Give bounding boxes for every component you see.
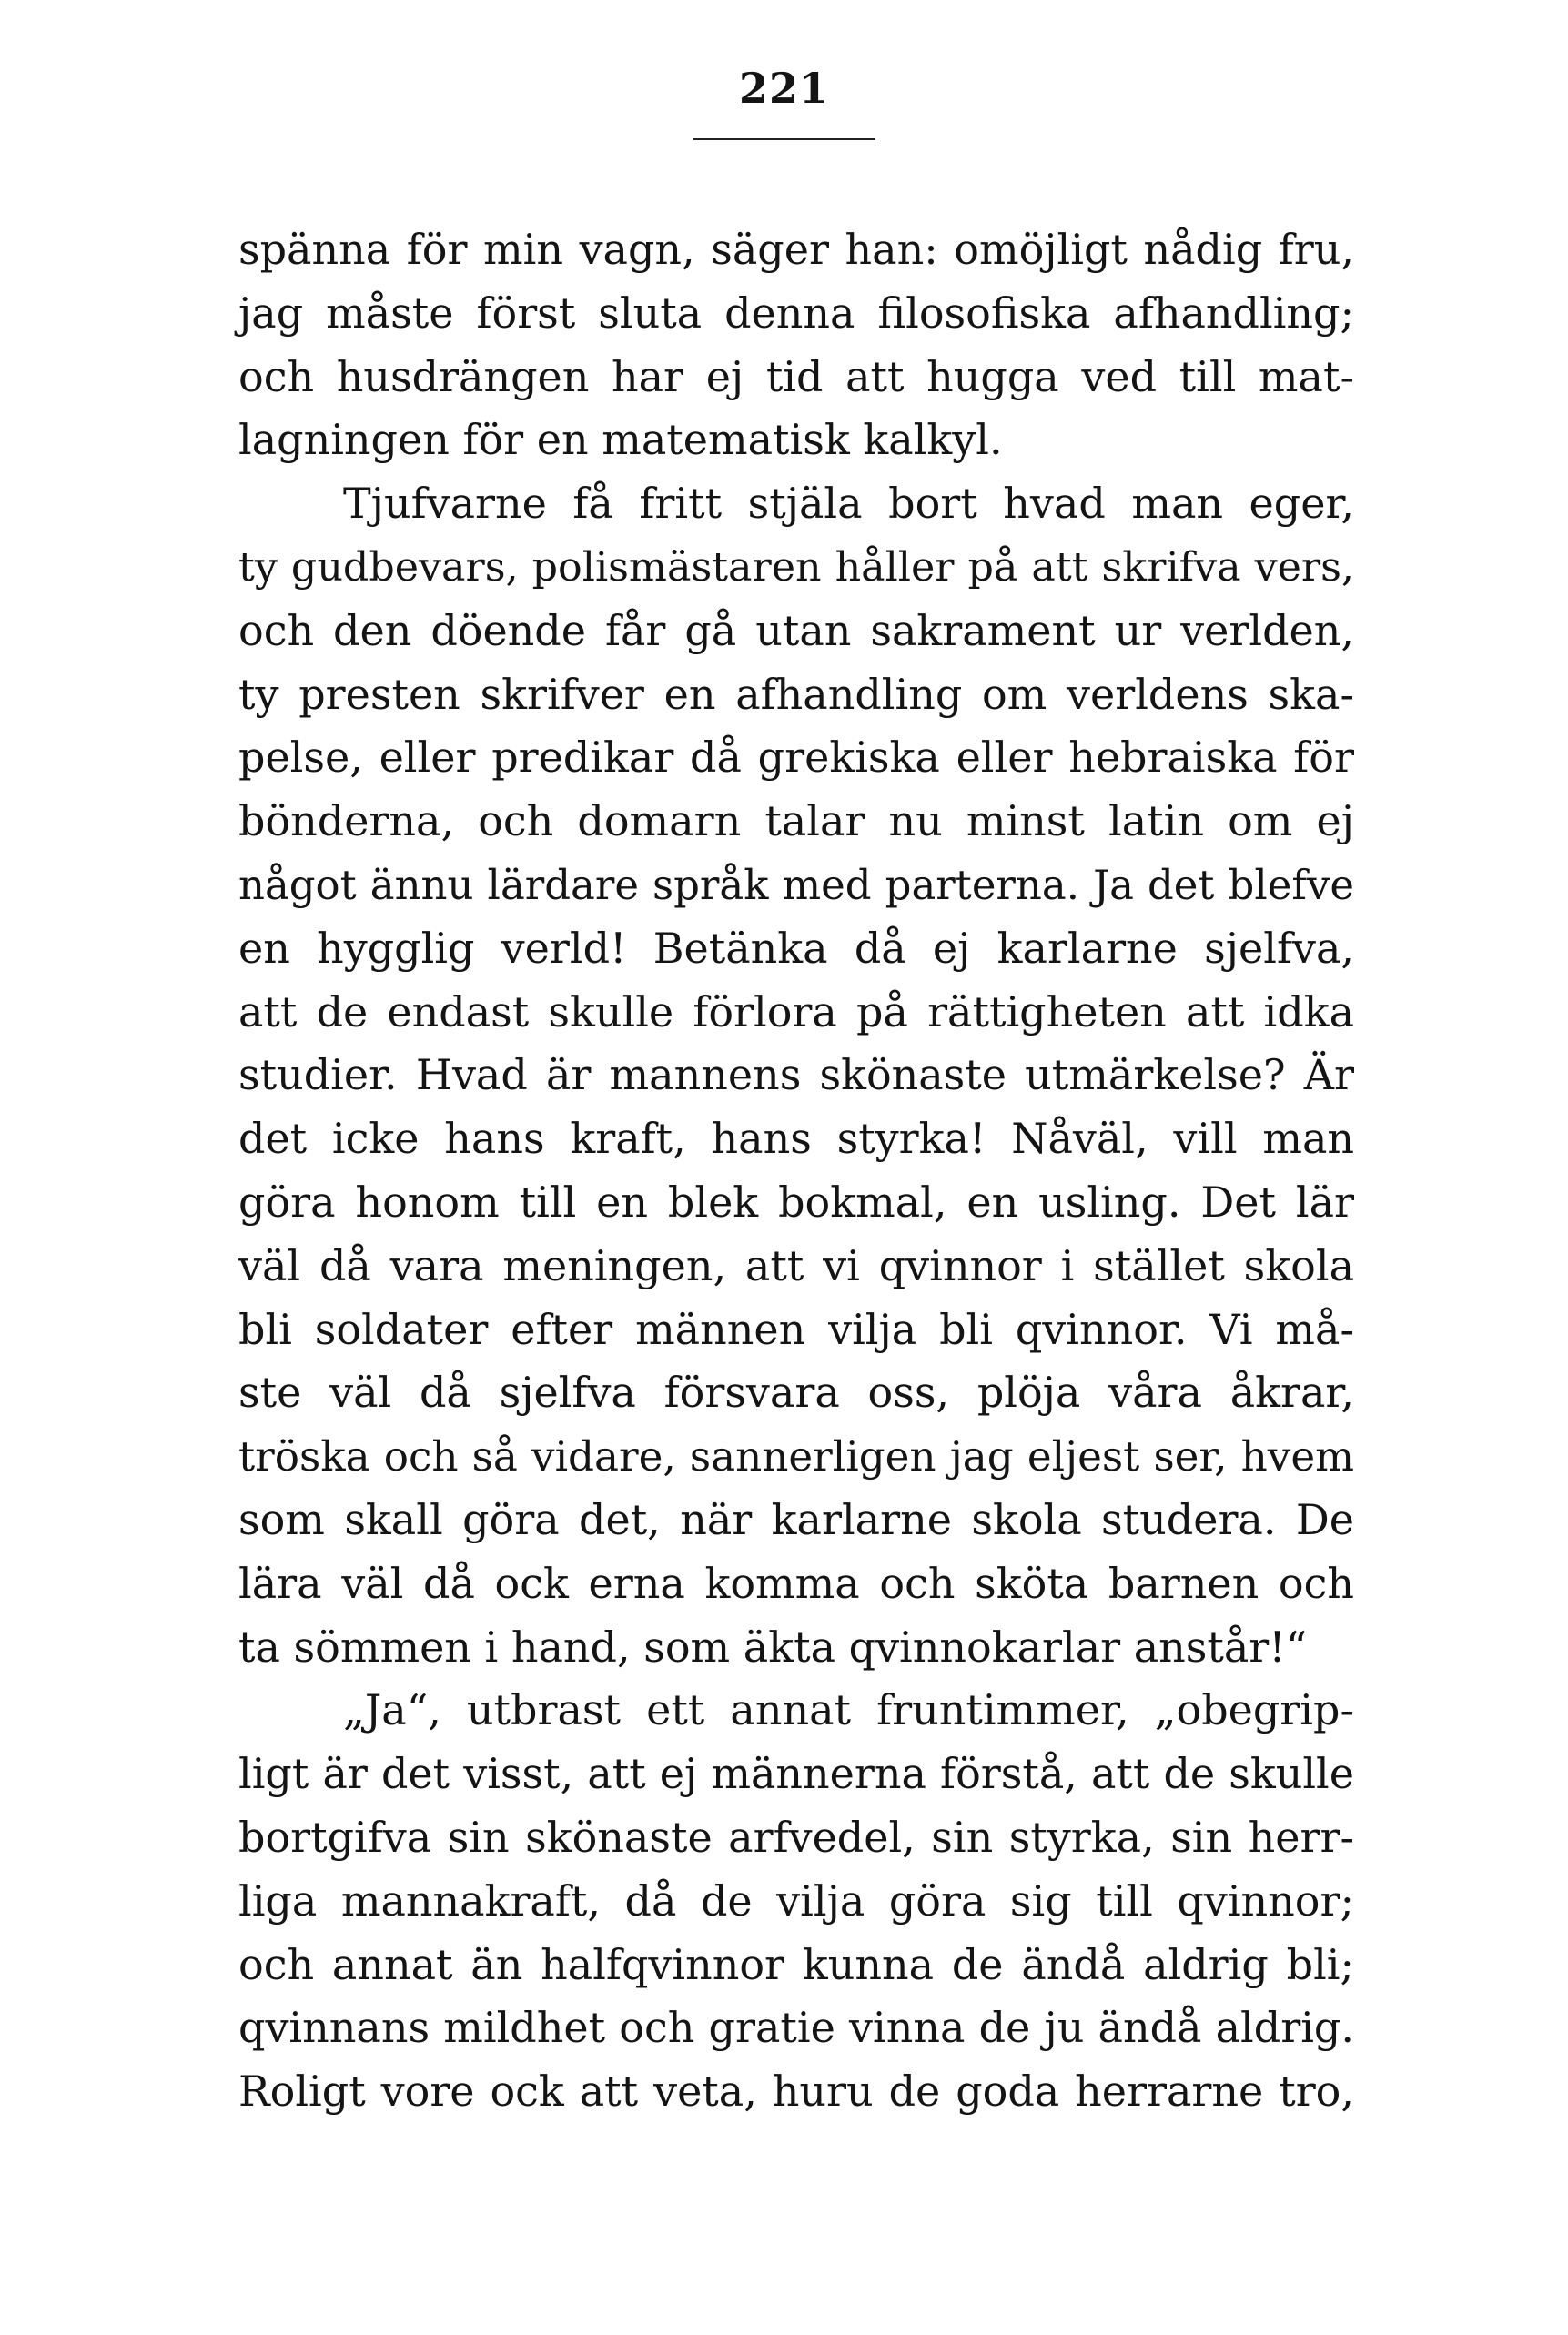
text-line: qvinnans mildhet och gratie vinna de ju ändå aldrig. xyxy=(238,2003,1354,2053)
text-line: liga mannakraft, då de vilja göra sig till qvinnor; xyxy=(238,1875,1354,1926)
text-line: göra honom till en blek bokmal, en usling. Det lär xyxy=(238,1177,1354,1227)
text-line: som skall göra det, när karlarne skola studera. De xyxy=(238,1494,1354,1544)
text-line: och annat än halfqvinnor kunna de ändå aldrig bli; xyxy=(238,1939,1354,1989)
page-number: 221 xyxy=(738,64,830,113)
text-line: tröska och så vidare, sannerligen jag eljest ser, hvem xyxy=(238,1432,1354,1481)
header-rule xyxy=(693,138,875,140)
text-line: ligt är det visst, att ej männerna förstå, att de skulle xyxy=(238,1749,1354,1799)
text-line: pelse, eller predikar då grekiska eller hebraiska för xyxy=(238,733,1354,783)
body-text xyxy=(238,218,1354,2124)
text-line: Tjufvarne få fritt stjäla bort hvad man eger, xyxy=(343,479,1354,529)
text-line: ta sömmen i hand, som äkta qvinnokarlar anstår!“ xyxy=(238,1622,1308,1672)
text-line: lära väl då ock erna komma och sköta barnen och xyxy=(238,1558,1354,1608)
text-line: ty presten skrifver en afhandling om verldens ska- xyxy=(238,669,1354,719)
text-line: väl då vara meningen, att vi qvinnor i stället skola xyxy=(238,1240,1354,1290)
text-line: Roligt vore ock att veta, huru de goda herrarne tro, xyxy=(238,2067,1354,2117)
text-line: „Ja“, utbrast ett annat fruntimmer, „obegrip- xyxy=(343,1685,1354,1735)
text-line: det icke hans kraft, hans styrka! Nåväl, vill man xyxy=(238,1114,1354,1164)
text-line: bli soldater efter männen vilja bli qvinnor. Vi må- xyxy=(238,1304,1354,1354)
text-line: att de endast skulle förlora på rättigheten att idka xyxy=(238,986,1354,1036)
text-line: bortgifva sin skönaste arfvedel, sin styrka, sin herr- xyxy=(238,1812,1354,1862)
text-line: något ännu lärdare språk med parterna. Ja det blefve xyxy=(238,860,1354,909)
text-line: lagningen för en matematisk kalkyl. xyxy=(238,415,1003,465)
text-line: bönderna, och domarn talar nu minst latin om ej xyxy=(238,796,1354,846)
text-line: spänna för min vagn, säger han: omöjligt nådig fru, xyxy=(238,225,1354,274)
text-line: och husdrängen har ej tid att hugga ved till mat- xyxy=(238,351,1354,401)
text-line: ste väl då sjelfva försvara oss, plöja våra åkrar, xyxy=(238,1368,1354,1418)
text-line: en hygglig verld! Betänka då ej karlarne sjelfva, xyxy=(238,923,1354,973)
text-line: studier. Hvad är mannens skönaste utmärkelse? Är xyxy=(238,1050,1354,1100)
text-line: ty gudbevars, polismästaren håller på att skrifva vers, xyxy=(238,543,1354,591)
text-line: jag måste först sluta denna filosofiska afhandling; xyxy=(238,288,1354,338)
text-line: och den döende får gå utan sakrament ur verlden, xyxy=(238,605,1354,655)
